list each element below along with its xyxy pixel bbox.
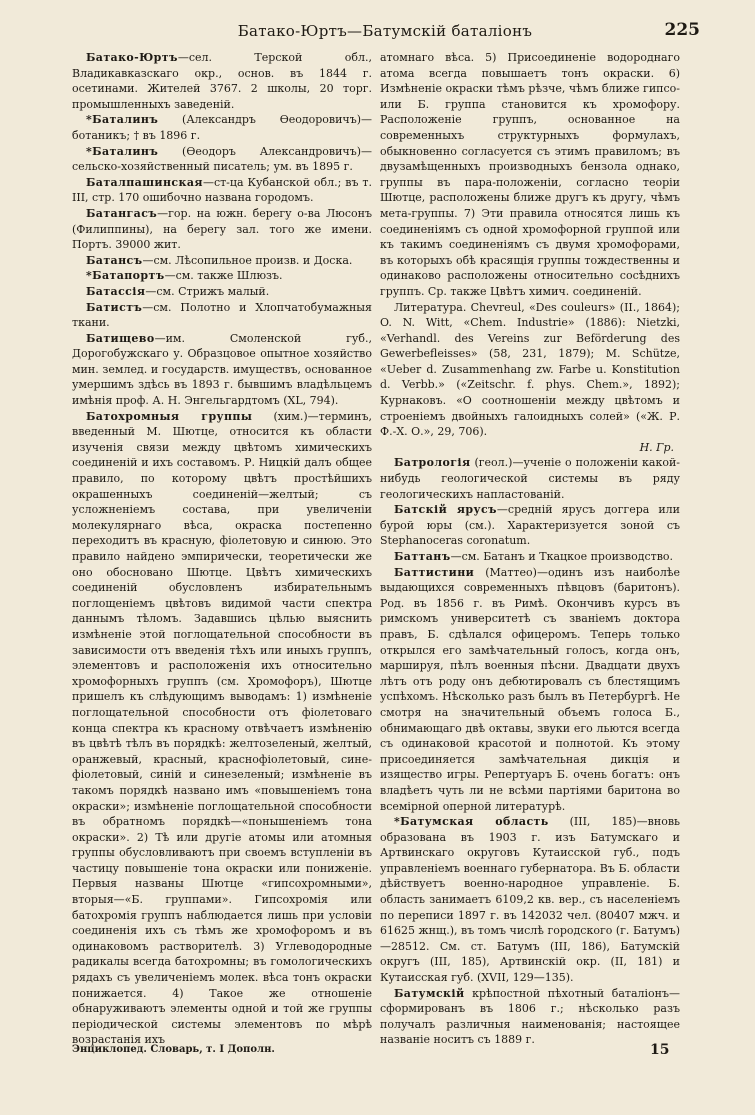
entry-text: (геол.)—ученіе о положеніи какой-нибудь геологической системы въ ряду геологическихъ напластованій. xyxy=(380,456,680,501)
footer-text: Энциклопед. Словарь, т. I Дополн. xyxy=(72,1044,275,1055)
entry-headword: *Батумская область xyxy=(394,815,549,829)
entry-headword: Батако-Юртъ xyxy=(86,51,178,64)
page-header xyxy=(70,20,700,46)
entry-headword: Батохромныя группы xyxy=(86,409,253,423)
dictionary-entry xyxy=(72,331,372,409)
dictionary-entry xyxy=(72,284,372,300)
entry-headword: Баттистини xyxy=(394,565,475,579)
author-signature: Н. Гр. xyxy=(639,440,674,454)
entry-text: (хим.)—терминъ, введенный М. Шютце, относится къ области изученія связи между цвѣтомъ химическихъ соединеній и ихъ составомъ. Р. Ницкій далъ общее правило, по которому цвѣтъ простѣйшихъ окрашенныхъ соединеній—желтый; съ усложненіемъ состава, при увеличеніи молекулярнаго вѣса, окраска постепенно переходитъ въ красную, фіолетовую и синюю. Это правило найдено эмпирически, теоретически же оно обосновано Шютце. Цвѣтъ химическихъ соединеній обусловленъ избирательнымъ поглощеніемъ цвѣтовъ видимой части спектра даннымъ тѣломъ. Задавшись цѣлью выяснить измѣненіе этой поглощательной способности въ зависимости отъ введенія тѣхъ или иныхъ группъ, элементовъ и расположенія ихъ относительно хромофорныхъ группъ (см. Хромофоръ), Шютце пришелъ къ слѣдующимъ выводамъ: 1) измѣненіе поглощательной способности отъ фіолетоваго конца спектра къ красному отвѣчаетъ измѣненію въ цвѣтѣ тѣлъ въ порядкѣ: желтозеленый, желтый, оранжевый, красный, краснофіолетовый, сине-фіолетовый, синій и синезеленый; измѣненіе въ такомъ порядкѣ названо имъ «повышеніемъ тона окраски»; измѣненіе поглощательной способности въ обратномъ порядкѣ—«понышеніемъ тона окраски». 2) Тѣ или другіе атомы или атомныя группы обусловливаютъ при своемъ вступленіи въ частицу повышеніе тона окраски или пониженіе. Первыя названы Шютце «гипсохромными», вторыя—«Б. группами». Гипсохромія или батохромія группъ наблюдается лишь при условіи соединенія ихъ съ тѣмъ же хромофоромъ и въ одинаковомъ растворителѣ. 3) Углеводородные радикалы всегда батохромны; въ гомологическихъ рядахъ съ увеличеніемъ молек. вѣса тонъ окраски понижается. 4) Такое же отношеніе обнаруживаютъ элементы одной и той же группы періодической системы элементовъ по мѣрѣ возрастанія ихъ xyxy=(72,409,372,1047)
left-column xyxy=(72,50,372,1047)
entry-text: (Маттео)—одинъ изъ наиболѣе выдающихся современныхъ пѣвцовъ (баритонъ). Род. въ 1856 г. въ Римѣ. Окончивъ курсъ въ римскомъ университетѣ съ званіемъ доктора правъ, Б. сдѣлался офицеромъ. Теперь только открылся его замѣчательный голосъ, когда онъ, маршируя, пѣлъ военныя пѣсни. Двадцати двухъ лѣтъ отъ роду онъ дебютировалъ съ блестящимъ успѣхомъ. Нѣсколько разъ былъ въ Петербургѣ. Не смотря на значительный объемъ голоса Б., обнимающаго двѣ октавы, звуки его льются всегда съ одинаковой красотой и полнотой. Къ этому присоединяется замѣчательная дикція и изящество игры. Репертуаръ Б. очень богатъ: онъ владѣетъ чуть ли не всѣми партіями баритона во всемірной оперной литературѣ. xyxy=(380,565,680,813)
entry-headword: Батассія xyxy=(86,284,146,298)
dictionary-entry xyxy=(72,300,372,331)
page-number: 225 xyxy=(664,20,700,40)
entry-headword: *Баталинъ xyxy=(86,144,159,158)
signature-number: 15 xyxy=(650,1042,670,1058)
entry-text: —см. Лѣсопильное произв. и Доска. xyxy=(142,253,353,267)
entry-headword: Баталпашинская xyxy=(86,175,203,189)
dictionary-entry xyxy=(72,206,372,253)
right-entries xyxy=(380,455,680,1048)
entry-headword: Батищево xyxy=(86,331,155,345)
entry-text: крѣпостной пѣхотный баталіонъ—сформированъ въ 1806 г.; нѣсколько разъ получалъ различныя наименованія; настоящее названіе носитъ съ 1889 г. xyxy=(380,986,680,1047)
entry-text: —средній ярусъ доггера или бурой юры (см.). Характеризуется зоной съ Stephanoceras coronatum. xyxy=(380,503,680,548)
entry-text: (Өеодоръ Александровичъ)—сельско-хозяйственный писатель; ум. въ 1895 г. xyxy=(72,144,372,174)
entry-headword: *Батапортъ xyxy=(86,269,165,283)
page-footer xyxy=(72,1040,702,1060)
dictionary-entry xyxy=(380,814,680,986)
dictionary-entry xyxy=(380,502,680,549)
entry-headword: Батскій ярусъ xyxy=(394,503,497,517)
right-column xyxy=(380,50,680,1047)
continuation-text: атомнаго вѣса. 5) Присоединеніе водороднаго атома всегда повышаетъ тонъ окраски. 6) Измѣненіе окраски тѣмъ рѣзче, чѣмъ ближе гипсо- или Б. группа становится къ хромофору. Расположеніе группъ, основанное на современныхъ структурныхъ формулахъ, обыкновенно согласуется съ этимъ правиломъ; въ двузамѣщенныхъ производныхъ бензола однако, группы въ пара-положеніи, согласно теоріи Шютце, расположены ближе другъ къ другу, чѣмъ мета-группы. 7) Эти правила относятся лишь къ соединеніямъ съ одной хромофорной группой или къ такимъ соединеніямъ съ двумя хромофорами, въ которыхъ обѣ красящія группы тождественны и одинаково расположены относительно сосѣднихъ группъ. Ср. также Цвѣтъ химич. соединеній. xyxy=(380,51,680,298)
entry-headword: Батрологія xyxy=(394,456,471,470)
dictionary-entry xyxy=(72,253,372,269)
entry-headword: Баттанъ xyxy=(394,550,451,563)
dictionary-entry xyxy=(72,50,372,112)
entry-text: (III, 185)—вновь образована въ 1903 г. изъ Батумскаго и Артвинскаго округовъ Кутаисской губ., подъ управленіемъ военнаго губернатора. Въ Б. области дѣйствуетъ военно-народное управленіе. Б. область занимаетъ 6109,2 кв. вер., съ населеніемъ по переписи 1897 г. въ 142032 чел. (80407 мжч. и 61625 жнщ.), въ томъ числѣ городского (г. Батумъ)—28512. См. ст. Батумъ (III, 186), Батумскій округъ (III, 185), Артвинскій окр. (II, 181) и Кутаисская губ. (XVII, 129—135). xyxy=(380,815,680,985)
entry-headword: Батумскій xyxy=(394,986,465,1000)
entry-text: —см. Полотно и Хлопчатобумажныя ткани. xyxy=(72,300,372,330)
dictionary-entry xyxy=(72,268,372,284)
dictionary-entry xyxy=(380,549,680,565)
entry-text: (Александръ Өеодоровичъ)—ботаникъ; † въ 1896 г. xyxy=(72,113,372,142)
running-title: Батако-Юртъ—Батумскій баталіонъ xyxy=(237,22,533,40)
entry-text: —ст-ца Кубанской обл.; въ т. III, стр. 170 ошибочно названа городомъ. xyxy=(72,175,372,205)
entry-text: —им. Смоленской губ., Дорогобужскаго у. Образцовое опытное хозяйство мин. землед. и государств. имуществъ, основанное умершимъ здѣсь въ 1893 г. бывшимъ владѣльцемъ имѣнія проф. А. Н. Энгельгардтомъ (XL, 794). xyxy=(72,331,372,408)
entry-headword: Батангасъ xyxy=(86,206,158,220)
dictionary-entry xyxy=(72,409,372,1048)
dictionary-entry xyxy=(380,455,680,502)
literature-paragraph: Литература. Chevreul, «Des couleurs» (II., 1864); O. N. Witt, «Chem. Industrie» (1886): Nietzki, «Verhandl. des Vereins zur Beförderung des Gewerbefleisses» (58, 231, 1879); M. Schütze, «Ueber d. Zusammenhang zw. Farbe u. Konstitution d. Verbb.» («Zeitschr. f. phys. Chem.», 1892); Курнаковъ. «О соотношеніи между цвѣтомъ и строеніемъ двойныхъ галоидныхъ солей» («Ж. Р. Ф.-Х. О.», 29, 706). xyxy=(380,300,680,439)
entry-text: —сел. Терской обл., Владикавказскаго окр., основ. въ 1844 г. осетинами. Жителей 3767. 2 школы, 20 торг. промышленныхъ заведеній. xyxy=(72,51,372,111)
dictionary-entry xyxy=(380,986,680,1048)
entry-headword: Батансъ xyxy=(86,253,143,267)
dictionary-entry xyxy=(380,565,680,815)
dictionary-entry xyxy=(72,144,372,175)
entry-headword: Батистъ xyxy=(86,300,143,314)
dictionary-entry xyxy=(72,175,372,206)
entry-text: —гор. на южн. берегу о-ва Люсонъ (Филиппины), на берегу зал. того же имени. Портъ. 39000 жит. xyxy=(72,206,372,252)
entry-headword: *Баталинъ xyxy=(86,113,159,127)
entry-text: —см. Батанъ и Ткацкое производство. xyxy=(450,550,674,563)
dictionary-entry xyxy=(72,112,372,143)
entry-text: —см. Стрижъ малый. xyxy=(145,284,270,298)
entry-text: —см. также Шлюзъ. xyxy=(164,269,283,283)
